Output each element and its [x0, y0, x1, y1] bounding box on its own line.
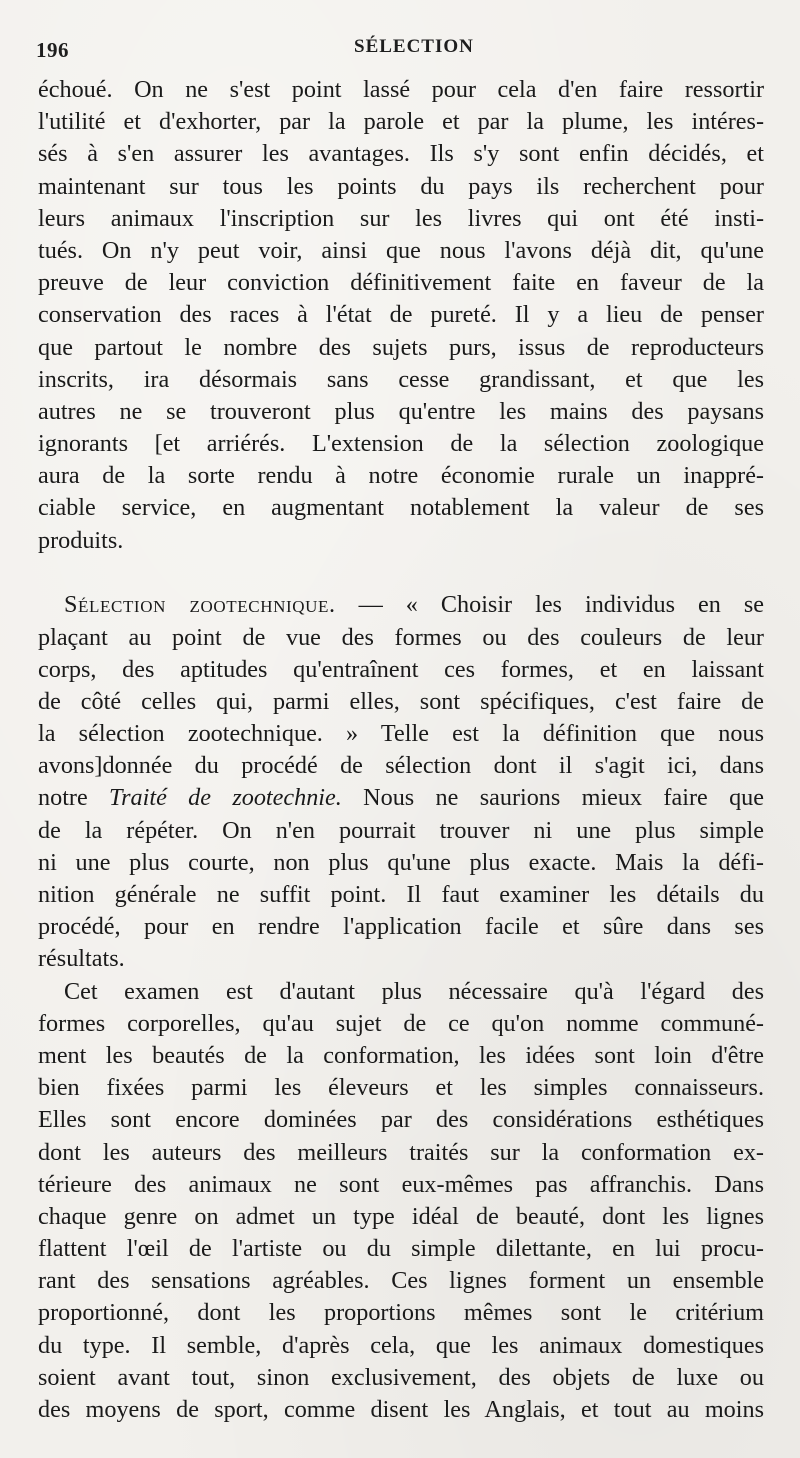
- text-span: notre: [38, 784, 110, 812]
- text-line: plaçant au point de vue des formes ou des couleurs de leur: [38, 623, 764, 651]
- paragraph-1: [38, 74, 764, 557]
- text-line: formes corporelles, qu'au sujet de ce qu'on nomme communé-: [38, 1009, 764, 1037]
- text-line: résultats.: [38, 945, 125, 973]
- text-line: échoué. On ne s'est point lassé pour cela d'en faire ressortir: [38, 76, 764, 103]
- text-line: nition générale ne suffit point. Il faut examiner les détails du: [38, 881, 764, 908]
- text-line: autres ne se trouveront plus qu'entre les mains des paysans: [38, 397, 764, 425]
- body-text: [38, 74, 764, 1426]
- text-line: térieure des animaux ne sont eux-mêmes pas affranchis. Dans: [38, 1170, 764, 1198]
- text-line: flattent l'œil de l'artiste ou du simple dilettante, en lui procu-: [38, 1235, 764, 1263]
- text-line: ment les beautés de la conformation, les idées sont loin d'être: [38, 1041, 764, 1069]
- text-line: tués. On n'y peut voir, ainsi que nous l'avons déjà dit, qu'une: [38, 236, 764, 264]
- text-line: [38, 782, 764, 814]
- text-line: ciable service, en augmentant notablement la valeur de ses: [38, 494, 764, 522]
- text-line: aura de la sorte rendu à notre économie rurale un inappré-: [38, 462, 764, 490]
- text-line: soient avant tout, sinon exclusivement, des objets de luxe ou: [38, 1363, 764, 1391]
- text-line: corps, des aptitudes qu'entraînent ces formes, et en laissant: [38, 655, 764, 683]
- text-line: dont les auteurs des meilleurs traités sur la conformation ex-: [38, 1138, 764, 1166]
- text-line: du type. Il semble, d'après cela, que les animaux domestiques: [38, 1331, 764, 1359]
- running-head: [36, 34, 766, 64]
- text-line: ignorants [et arriérés. L'extension de la sélection zoologique: [38, 430, 764, 458]
- text-line: Cet examen est d'autant plus nécessaire qu'à l'égard des: [64, 977, 764, 1005]
- section-heading: Sélection zootechnique.: [64, 591, 336, 619]
- paragraph-3: [38, 976, 764, 1427]
- text-line: preuve de leur conviction définitivement faite en faveur de la: [38, 269, 764, 297]
- text-line: maintenant sur tous les points du pays ils recherchent pour: [38, 172, 764, 200]
- text-line: conservation des races à l'état de pureté. Il y a lieu de penser: [38, 301, 764, 329]
- text-line: produits.: [38, 526, 124, 554]
- text-line: inscrits, ira désormais sans cesse grandissant, et que les: [38, 365, 764, 393]
- text-line: sés à s'en assurer les avantages. Ils s'y sont enfin décidés, et: [38, 140, 764, 168]
- paragraph-2: [38, 589, 764, 975]
- running-title: SÉLECTION: [354, 36, 474, 57]
- text-line: ni une plus courte, non plus qu'une plus exacte. Mais la défi-: [38, 848, 764, 876]
- text-line: Elles sont encore dominées par des considérations esthétiques: [38, 1106, 764, 1134]
- text-line: l'utilité et d'exhorter, par la parole et par la plume, les intéres-: [38, 108, 764, 136]
- paragraph-gap: [38, 557, 764, 590]
- page-number: 196: [36, 38, 69, 62]
- text-span: Nous ne saurions mieux faire que: [341, 784, 764, 812]
- text-line: des moyens de sport, comme disent les Anglais, et tout au moins: [38, 1396, 764, 1423]
- text-line: proportionné, dont les proportions mêmes sont le critérium: [38, 1299, 764, 1327]
- book-title: Traité de zootechnie.: [109, 784, 342, 812]
- text-line: la sélection zootechnique. » Telle est la définition que nous: [38, 720, 764, 748]
- text-line: avons]donnée du procédé de sélection dont il s'agit ici, dans: [38, 752, 764, 780]
- text-line: chaque genre on admet un type idéal de beauté, dont les lignes: [38, 1202, 764, 1230]
- text-line: [38, 589, 764, 621]
- text-line: leurs animaux l'inscription sur les livres qui ont été insti-: [38, 204, 764, 232]
- text-line: de côté celles qui, parmi elles, sont spécifiques, c'est faire de: [38, 687, 764, 715]
- text-line: rant des sensations agréables. Ces lignes forment un ensemble: [38, 1267, 764, 1295]
- text-span: — « Choisir les individus en se: [335, 591, 764, 619]
- text-line: que partout le nombre des sujets purs, issus de reproducteurs: [38, 333, 764, 361]
- text-line: bien fixées parmi les éleveurs et les simples connaisseurs.: [38, 1074, 764, 1102]
- text-line: de la répéter. On n'en pourrait trouver ni une plus simple: [38, 816, 764, 844]
- text-line: procédé, pour en rendre l'application facile et sûre dans ses: [38, 913, 764, 941]
